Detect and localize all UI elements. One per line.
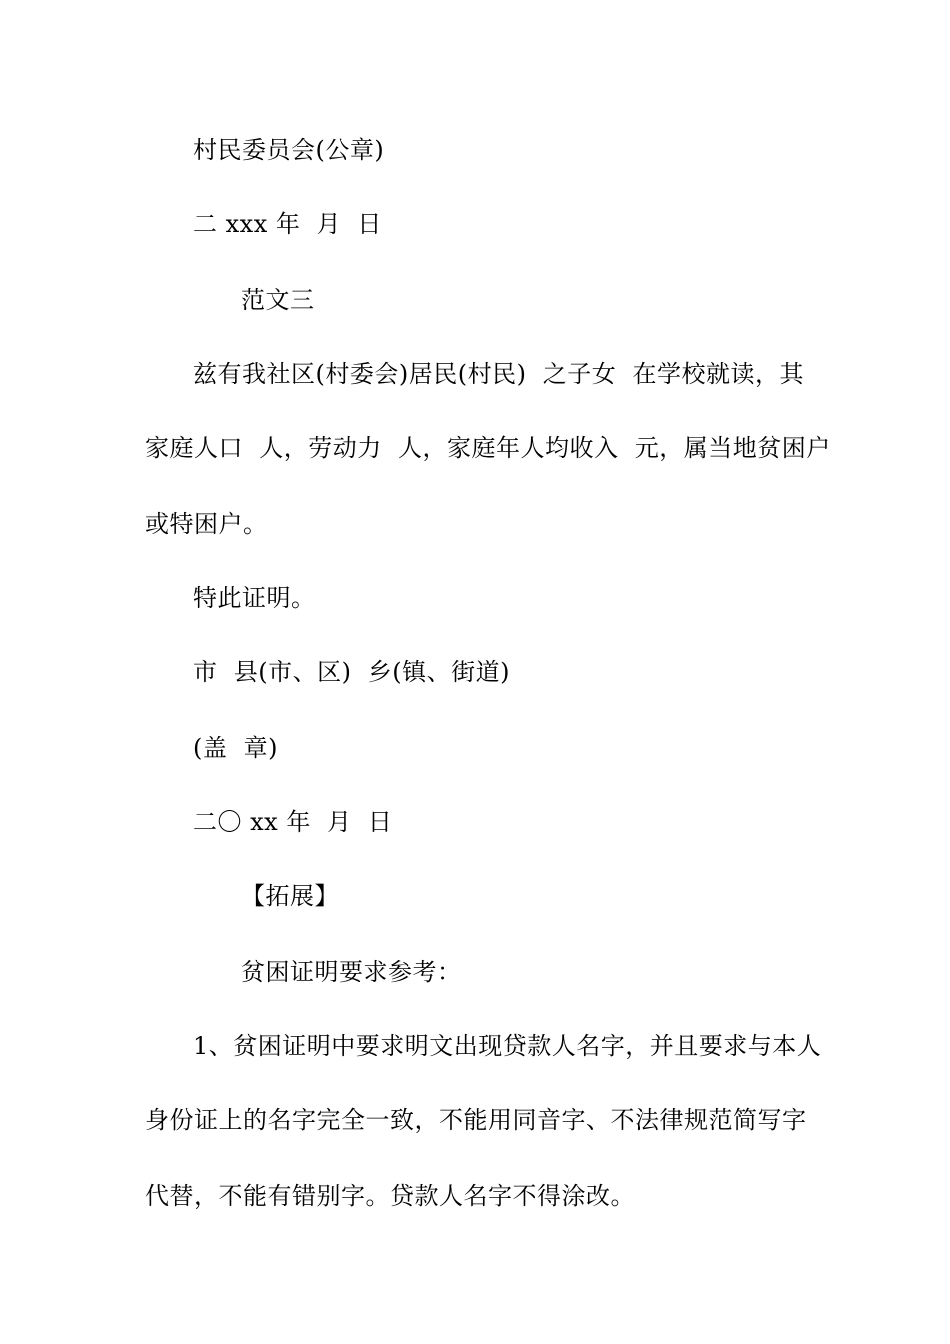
village-committee-seal-line: 村民委员会(公章) (193, 136, 385, 164)
address-line: 市 县(市、区) 乡(镇、街道) (193, 658, 510, 686)
seal-line: (盖 章) (193, 734, 278, 762)
date-line-1: 二 xxx 年 月 日 (193, 210, 382, 238)
hereby-certify-line: 特此证明。 (193, 584, 316, 612)
certificate-body-line-1: 兹有我社区(村委会)居民(村民) 之子女 在学校就读，其 (193, 360, 804, 388)
extension-heading: 【拓展】 (241, 882, 339, 910)
date-line-2: 二〇 xx 年 月 日 (193, 808, 393, 836)
requirement-1-line-2: 身份证上的名字完全一致，不能用同音字、不法律规范简写字 (145, 1106, 807, 1134)
sample-three-heading: 范文三 (241, 286, 315, 314)
requirement-1-line-1: 1、贫困证明中要求明文出现贷款人名字，并且要求与本人 (193, 1032, 822, 1060)
requirements-heading: 贫困证明要求参考： (241, 958, 462, 986)
certificate-body-line-3: 或特困户。 (145, 510, 268, 538)
certificate-body-line-2: 家庭人口 人，劳动力 人，家庭年人均收入 元，属当地贫困户 (145, 434, 831, 462)
requirement-1-line-3: 代替，不能有错别字。贷款人名字不得涂改。 (145, 1182, 635, 1210)
